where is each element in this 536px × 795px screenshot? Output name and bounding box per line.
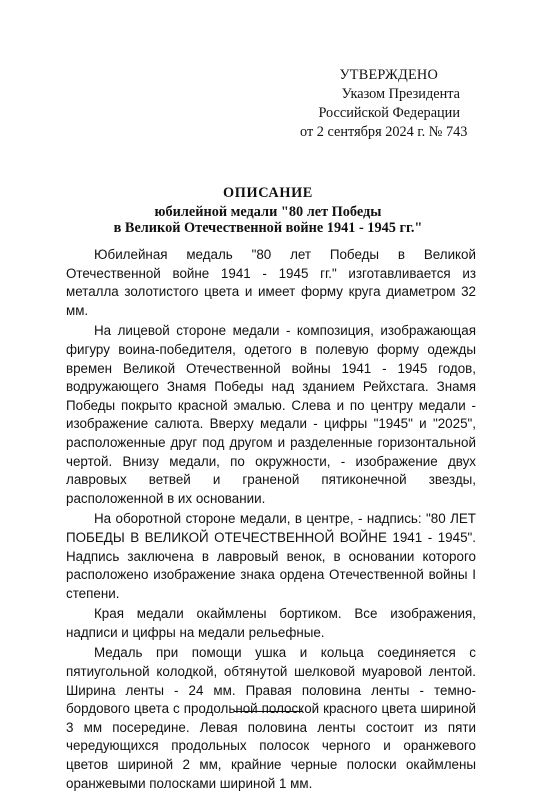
paragraph-intro: Юбилейная медаль "80 лет Победы в Великой Отечественной войне 1941 - 1945 гг." изготавливается из металла золотистого цвета и имеет форму круга диаметром 32 мм. (66, 247, 476, 318)
approval-stamp: УТВЕРЖДЕНО (339, 67, 438, 83)
paragraph-edges: Края медали окаймлены бортиком. Все изображения, надписи и цифры на медали рельефные. (66, 606, 476, 640)
document-subtitle-line2: в Великой Отечественной войне 1941 - 1945 гг." (113, 220, 423, 236)
paragraph-obverse: На лицевой стороне медали - композиция, изображающая фигуру воина-победителя, одетого в полевую форму одежды времен Великой Отечественной войны 1941 - 1945 годов, водружающего Знамя Победы над зданием Рейхстага. Знамя Победы покрыто красной эмалью. Слева и по центру медали - изображение салюта. Вверху медали - цифры "1945" и "2025", расположенные друг под другом и разделенные горизонтальной чертой. Внизу медали, по окружности, - изображение двух лавровых ветвей и граненой пятиконечной звезды, расположенной в их основании. (66, 323, 476, 506)
document-body (66, 246, 476, 795)
document-subtitle-line1: юбилейной медали "80 лет Победы (154, 204, 382, 220)
approval-authority: Российской Федерации (318, 105, 460, 121)
document-title: ОПИСАНИЕ (223, 185, 313, 201)
paragraph-reverse: На оборотной стороне медали, в центре, - надпись: "80 ЛЕТ ПОБЕДЫ В ВЕЛИКОЙ ОТЕЧЕСТВЕННОЙ ВОЙНЕ 1941 - 1945". Надпись заключена в лавровый венок, в основании которого расположено изображение знака ордена Отечественной войны I степени. (66, 511, 476, 601)
approval-date: от 2 сентября 2024 г. № 743 (300, 124, 468, 140)
paragraph-ribbon: Медаль при помощи ушка и кольца соединяется с пятиугольной колодкой, обтянутой шелковой муаровой лентой. Ширина ленты - 24 мм. Правая половина ленты - темно-бордового цвета с продольной полоской красного цвета шириной 3 мм посередине. Левая половина ленты состоит из пяти чередующихся продольных полосок черного и оранжевого цветов шириной 2 мм, крайние черные полоски окаймлены оранжевыми полосками шириной 1 мм. (66, 645, 476, 791)
approval-decree: Указом Президента (341, 86, 460, 102)
approval-block (300, 66, 468, 142)
closing-separator (234, 711, 302, 712)
